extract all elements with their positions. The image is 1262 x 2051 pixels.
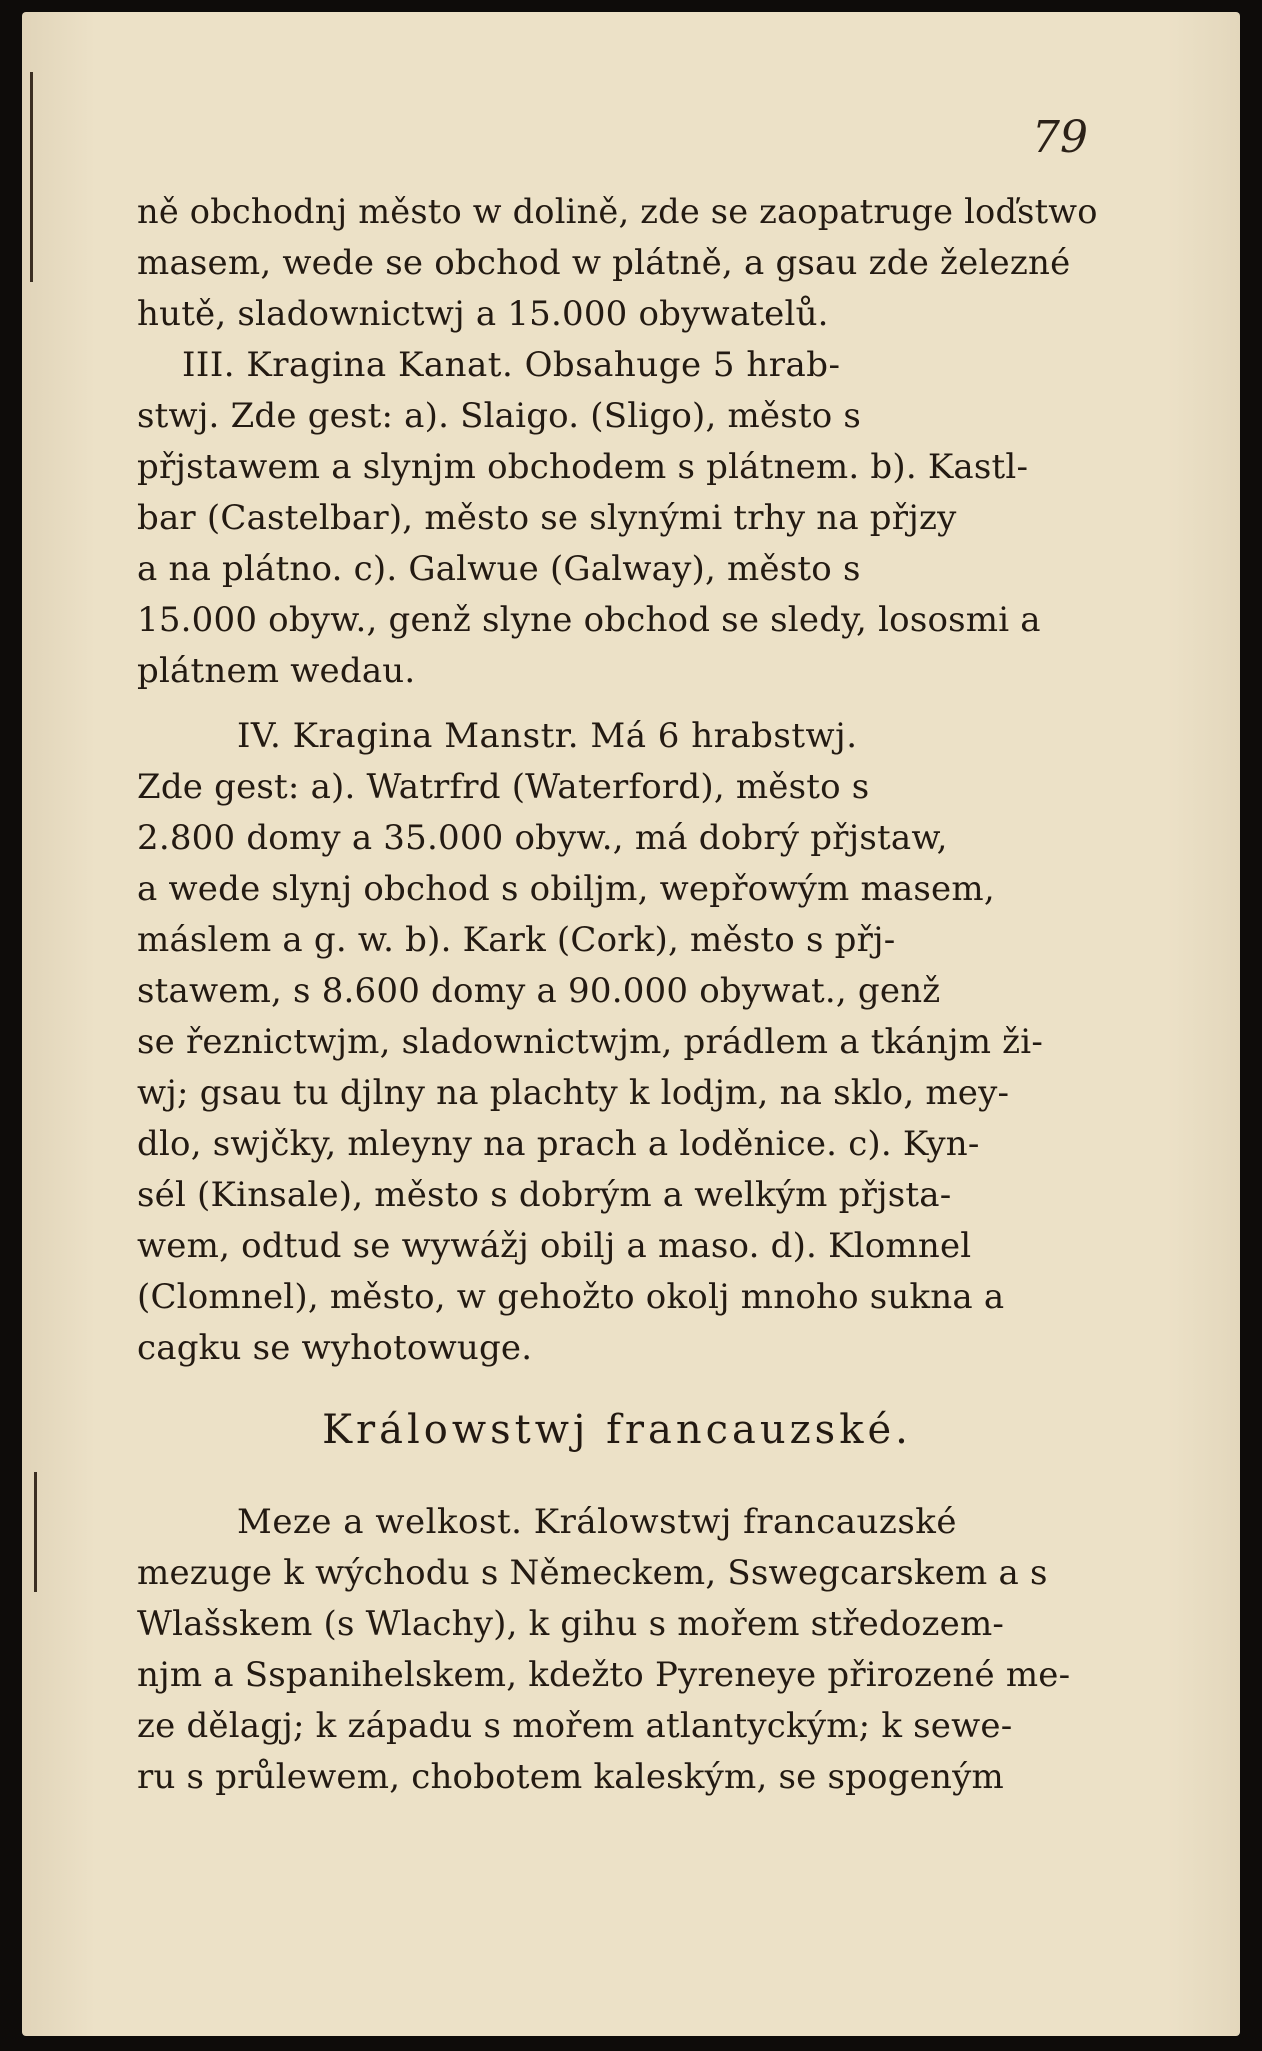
text-line: wj; gsau tu djlny na plachty k lodjm, na sklo, mey- xyxy=(137,1073,1010,1113)
text-line: IV. Kragina Manstr. Má 6 hrabstwj. xyxy=(237,716,858,756)
text-line: a wede slynj obchod s obiljm, wepřowým masem, xyxy=(137,869,995,909)
text-line: Zde gest: a). Watrfrd (Waterford), město s xyxy=(137,767,870,807)
margin-mark-bottom xyxy=(34,1472,37,1592)
text-line: 2.800 domy a 35.000 obyw., má dobrý přjstaw, xyxy=(137,818,948,858)
book-page xyxy=(22,12,1240,2036)
text-line: njm a Sspanihelskem, kdežto Pyreneye přirozené me- xyxy=(137,1655,1071,1695)
text-line: ze dělagj; k západu s mořem atlantyckým; k sewe- xyxy=(137,1706,1013,1746)
text-line: se řeznictwjm, sladownictwjm, prádlem a tkánjm ži- xyxy=(137,1022,1044,1062)
text-line: sél (Kinsale), město s dobrým a welkým přjsta- xyxy=(137,1175,952,1215)
text-line: bar (Castelbar), město se slynými trhy na přjzy xyxy=(137,498,957,538)
page-number: 79 xyxy=(1032,112,1088,163)
margin-mark-top xyxy=(30,72,33,282)
text-line: III. Kragina Kanat. Obsahuge 5 hrab- xyxy=(182,345,841,385)
text-line: (Clomnel), město, w gehožto okolj mnoho sukna a xyxy=(137,1277,1005,1317)
text-line: masem, wede se obchod w plátně, a gsau zde železné xyxy=(137,243,1071,283)
text-line: hutě, sladownictwj a 15.000 obywatelů. xyxy=(137,294,829,334)
text-line: stawem, s 8.600 domy a 90.000 obywat., genž xyxy=(137,971,941,1011)
text-line: přjstawem a slynjm obchodem s plátnem. b). Kastl- xyxy=(137,447,1029,487)
text-line: dlo, swjčky, mleyny na prach a loděnice. c). Kyn- xyxy=(137,1124,980,1164)
section-title: Králowstwj francauzské. xyxy=(322,1407,912,1453)
text-line: plátnem wedau. xyxy=(137,651,416,691)
text-line: ně obchodnj město w dolině, zde se zaopatruge loďstwo xyxy=(137,192,1098,232)
text-line: ru s průlewem, chobotem kaleským, se spogeným xyxy=(137,1757,1004,1797)
text-line: Meze a welkost. Králowstwj francauzské xyxy=(237,1502,957,1542)
text-line: máslem a g. w. b). Kark (Cork), město s přj- xyxy=(137,920,896,960)
text-line: mezuge k wýchodu s Německem, Sswegcarskem a s xyxy=(137,1553,1048,1593)
text-line: 15.000 obyw., genž slyne obchod se sledy, lososmi a xyxy=(137,600,1041,640)
text-line: a na plátno. c). Galwue (Galway), město s xyxy=(137,549,861,589)
text-line: Wlašskem (s Wlachy), k gihu s mořem středozem- xyxy=(137,1604,1005,1644)
text-line: cagku se wyhotowuge. xyxy=(137,1328,533,1368)
text-line: stwj. Zde gest: a). Slaigo. (Sligo), město s xyxy=(137,396,862,436)
text-line: wem, odtud se wywážj obilj a maso. d). Klomnel xyxy=(137,1226,972,1266)
